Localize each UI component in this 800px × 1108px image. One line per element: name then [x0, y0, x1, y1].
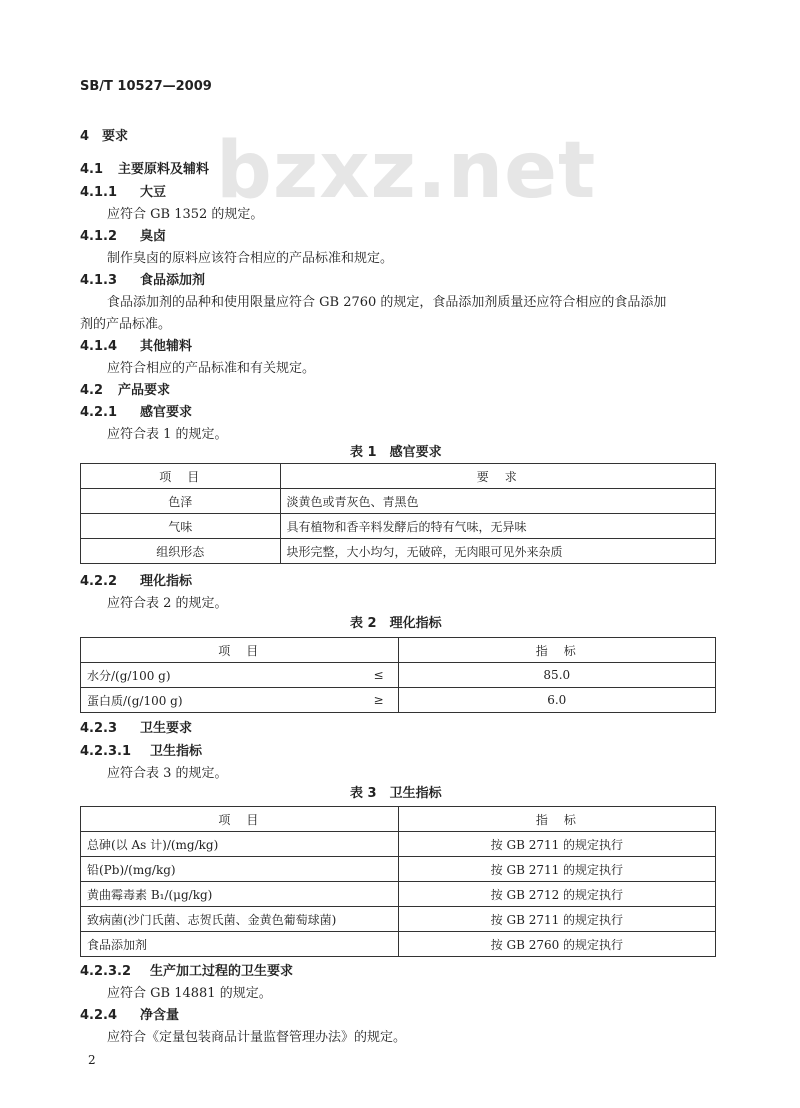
table-row: [81, 663, 716, 688]
standard-code: SB/T 10527—2009: [80, 79, 212, 94]
section-4-2-4-text: 应符合《定量包装商品计量监督管理办法》的规定。: [107, 1030, 407, 1045]
table-1-header-requirement: 要 求: [280, 464, 716, 489]
section-4-heading: 4 要求: [80, 129, 129, 144]
table-3-header-item: 项 目: [81, 807, 399, 832]
table-cell: 按 GB 2711 的规定执行: [398, 832, 715, 857]
table-row: [81, 907, 716, 932]
table-2-caption: 表 2 理化指标: [350, 616, 442, 631]
table-2-header-item: 项 目: [81, 638, 399, 663]
table-cell: 淡黄色或青灰色、青黑色: [280, 489, 716, 514]
section-4-2-3-1-text: 应符合表 3 的规定。: [107, 766, 228, 781]
table-cell: 块形完整，大小均匀，无破碎，无肉眼可见外来杂质: [280, 539, 716, 564]
table-2-header-index: 指 标: [398, 638, 715, 663]
section-4-2-heading: 4.2 产品要求: [80, 383, 171, 398]
table-row: [81, 882, 716, 907]
section-4-2-3-heading: 4.2.3 卫生要求: [80, 721, 193, 736]
page-number: 2: [88, 1053, 96, 1067]
table-cell: 按 GB 2711 的规定执行: [398, 857, 715, 882]
section-4-2-3-2-text: 应符合 GB 14881 的规定。: [107, 986, 272, 1001]
table-cell: 致病菌(沙门氏菌、志贺氏菌、金黄色葡萄球菌): [81, 907, 399, 932]
section-4-1-3-text-1: 食品添加剂的品种和使用限量应符合 GB 2760 的规定，食品添加剂质量还应符合相应的食品添加: [107, 295, 667, 310]
table-cell: 按 GB 2760 的规定执行: [398, 932, 715, 957]
section-4-2-2-text: 应符合表 2 的规定。: [107, 596, 228, 611]
table-row: [81, 688, 716, 713]
table-cell: 黄曲霉毒素 B₁/(μg/kg): [81, 882, 399, 907]
section-4-1-4-heading: 4.1.4 其他辅料: [80, 339, 193, 354]
section-4-2-1-text: 应符合表 1 的规定。: [107, 427, 228, 442]
section-4-1-2-text: 制作臭卤的原料应该符合相应的产品标准和规定。: [107, 251, 394, 266]
watermark: bzxz.net: [216, 126, 597, 216]
section-4-1-3-text-2: 剂的产品标准。: [80, 317, 172, 332]
table-cell: 6.0: [398, 688, 715, 713]
table-row: [81, 489, 716, 514]
table-1-caption: 表 1 感官要求: [350, 445, 442, 460]
section-4-2-3-1-heading: 4.2.3.1 卫生指标: [80, 744, 203, 759]
table-cell: 具有植物和香辛料发酵后的特有气味，无异味: [280, 514, 716, 539]
section-4-1-1-heading: 4.1.1 大豆: [80, 185, 167, 200]
table-3-header-index: 指 标: [398, 807, 715, 832]
table-cell: 色泽: [81, 489, 281, 514]
table-1-header: [81, 464, 716, 489]
table-cell: 水分/(g/100 g): [81, 663, 331, 688]
table-cell: 铅(Pb)/(mg/kg): [81, 857, 399, 882]
table-cell: 蛋白质/(g/100 g): [81, 688, 331, 713]
section-4-1-4-text: 应符合相应的产品标准和有关规定。: [107, 361, 316, 376]
table-cell: ≥: [330, 688, 398, 713]
table-cell: 总砷(以 As 计)/(mg/kg): [81, 832, 399, 857]
section-4-2-4-heading: 4.2.4 净含量: [80, 1008, 180, 1023]
section-4-1-2-heading: 4.1.2 臭卤: [80, 229, 167, 244]
section-4-1-3-heading: 4.1.3 食品添加剂: [80, 273, 206, 288]
table-row: [81, 539, 716, 564]
table-1-header-item: 项 目: [81, 464, 281, 489]
table-2: [80, 637, 716, 713]
section-4-2-1-heading: 4.2.1 感官要求: [80, 405, 193, 420]
table-cell: 按 GB 2712 的规定执行: [398, 882, 715, 907]
table-1: [80, 463, 716, 564]
table-3-header: [81, 807, 716, 832]
table-row: [81, 832, 716, 857]
table-3: [80, 806, 716, 957]
table-row: [81, 857, 716, 882]
section-4-2-2-heading: 4.2.2 理化指标: [80, 574, 193, 589]
table-row: [81, 514, 716, 539]
table-cell: 组织形态: [81, 539, 281, 564]
table-2-header: [81, 638, 716, 663]
section-4-1-heading: 4.1 主要原料及辅料: [80, 162, 210, 177]
table-cell: 气味: [81, 514, 281, 539]
table-cell: 按 GB 2711 的规定执行: [398, 907, 715, 932]
table-row: [81, 932, 716, 957]
table-cell: 食品添加剂: [81, 932, 399, 957]
table-cell: 85.0: [398, 663, 715, 688]
section-4-1-1-text: 应符合 GB 1352 的规定。: [107, 207, 264, 222]
table-cell: ≤: [330, 663, 398, 688]
section-4-2-3-2-heading: 4.2.3.2 生产加工过程的卫生要求: [80, 964, 294, 979]
table-3-caption: 表 3 卫生指标: [350, 786, 442, 801]
